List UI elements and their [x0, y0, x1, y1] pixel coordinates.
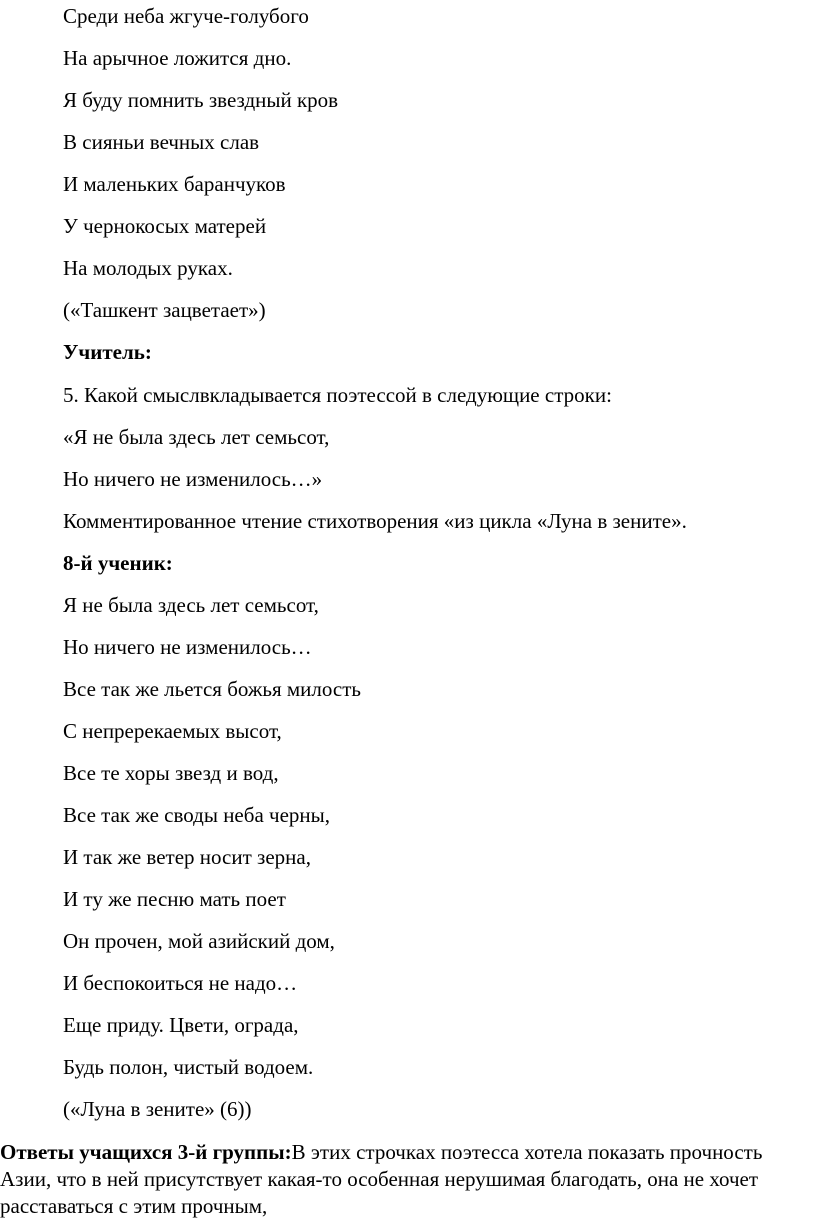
teacher-quote-line: Но ничего не изменилось…»	[63, 467, 323, 491]
poem1-source: («Ташкент зацветает»)	[63, 298, 266, 322]
poem2-line: С непререкаемых высот,	[63, 719, 282, 743]
poem2-source: («Луна в зените» (6))	[63, 1097, 252, 1121]
teacher-label: Учитель:	[63, 340, 152, 364]
poem2-line: Все так же льется божья милость	[63, 677, 361, 701]
poem2-line: Будь полон, чистый водоем.	[63, 1055, 314, 1079]
answers-lead: Ответы учащихся 3-й группы:	[0, 1140, 292, 1164]
answers-text: В этих строчках поэтесса хотела показать прочность Азии, что в ней присутствует какая-то особенная нерушимая благодать, она не хочет расставаться с этим прочным,	[0, 1140, 763, 1218]
poem2-line: Все так же своды неба черны,	[63, 803, 330, 827]
poem2-line: Еще приду. Цвети, ограда,	[63, 1013, 299, 1037]
poem2-line: И беспокоиться не надо…	[63, 971, 298, 995]
poem2-line: Все те хоры звезд и вод,	[63, 761, 279, 785]
teacher-instruction: Комментированное чтение стихотворения «из цикла «Луна в зените».	[63, 509, 687, 533]
poem1-line: У чернокосых матерей	[63, 214, 267, 238]
poem1-line: На арычное ложится дно.	[63, 46, 292, 70]
student-label: 8-й ученик:	[63, 551, 173, 575]
teacher-quote-line: «Я не была здесь лет семьсот,	[63, 425, 330, 449]
poem1-line: Я буду помнить звездный кров	[63, 88, 339, 112]
poem1-line: В сияньи вечных слав	[63, 130, 260, 154]
poem2-line: Но ничего не изменилось…	[63, 635, 312, 659]
poem2-line: Он прочен, мой азийский дом,	[63, 929, 335, 953]
poem2-line: И ту же песню мать поет	[63, 887, 286, 911]
poem1-line: Среди неба жгуче-голубого	[63, 4, 309, 28]
poem2-line: И так же ветер носит зерна,	[63, 845, 311, 869]
poem1-line: И маленьких баранчуков	[63, 172, 286, 196]
poem1-line: На молодых руках.	[63, 256, 233, 280]
poem2-line: Я не была здесь лет семьсот,	[63, 593, 319, 617]
answers-paragraph	[0, 1139, 800, 1220]
teacher-question: 5. Какой смыслвкладывается поэтессой в следующие строки:	[63, 383, 612, 407]
